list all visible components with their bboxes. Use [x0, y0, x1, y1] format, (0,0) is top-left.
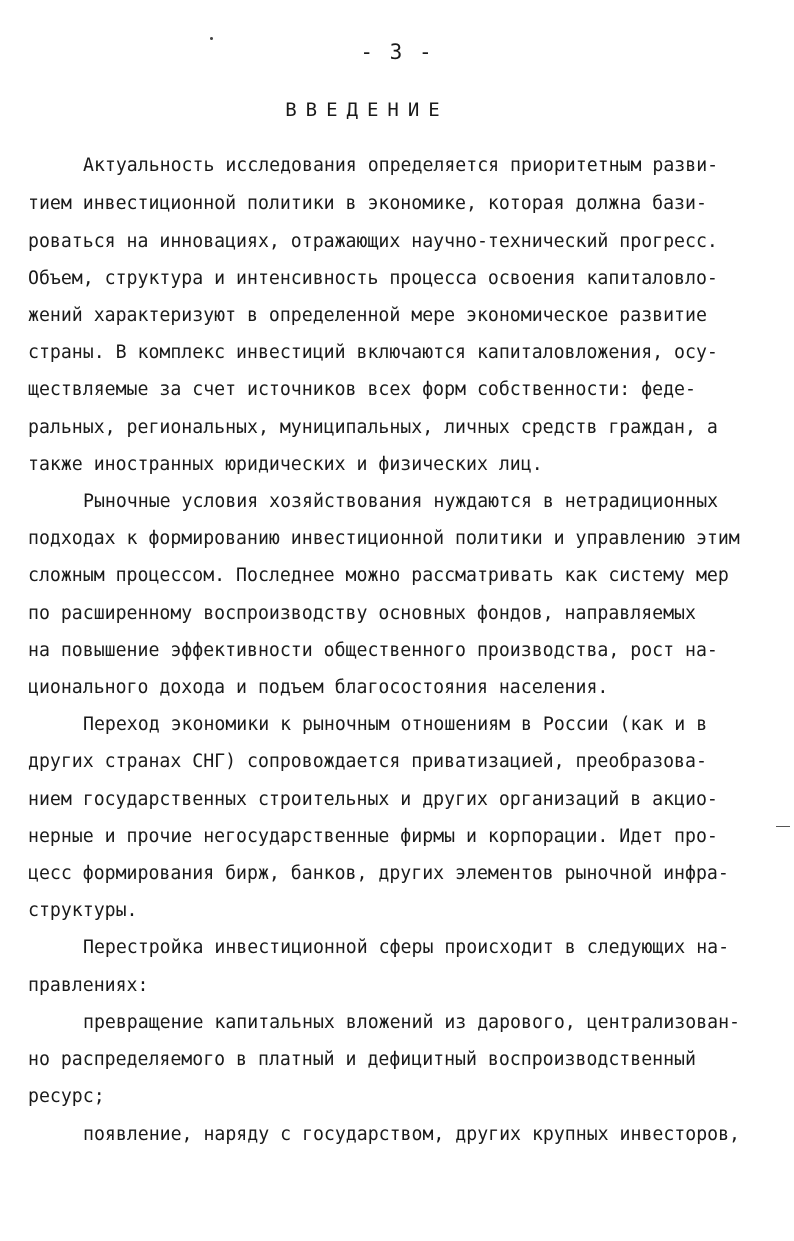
text-line: Актуальность исследования определяется приоритетным разви- [83, 155, 719, 176]
text-line: также иностранных юридических и физических лиц. [28, 454, 543, 475]
text-line: на повышение эффективности общественного производства, рост на- [28, 640, 718, 661]
text-line: ральных, региональных, муниципальных, личных средств граждан, а [28, 417, 718, 438]
text-line: появление, наряду с государством, других крупных инвесторов, [83, 1124, 740, 1145]
scan-speck [210, 37, 213, 40]
text-line: страны. В комплекс инвестиций включаются капиталовложения, осу- [28, 342, 718, 363]
text-line: других странах СНГ) сопровождается приватизацией, преобразова- [28, 751, 707, 772]
text-line: превращение капитальных вложений из дарового, централизован- [83, 1012, 740, 1033]
text-line: сложным процессом. Последнее можно рассматривать как систему мер [28, 565, 729, 586]
text-line: ресурс; [28, 1086, 105, 1107]
text-line: ционального дохода и подъем благосостояния населения. [28, 677, 609, 698]
page-number: - 3 - [360, 40, 434, 64]
text-line: но распределяемого в платный и дефицитный воспроизводственный [28, 1049, 696, 1070]
text-line: Перестройка инвестиционной сферы происходит в следующих на- [83, 937, 730, 958]
text-line: Переход экономики к рыночным отношениям в России (как и в [83, 714, 708, 735]
text-line: тием инвестиционной политики в экономике, которая должна бази- [28, 193, 707, 214]
text-line: нерные и прочие негосударственные фирмы и корпорации. Идет про- [28, 826, 718, 847]
text-line: Объем, структура и интенсивность процесса освоения капиталовло- [28, 268, 718, 289]
scan-edge-mark [776, 826, 790, 827]
text-line: структуры. [28, 900, 138, 921]
text-line: нием государственных строительных и других организаций в акцио- [28, 789, 718, 810]
text-line: цесс формирования бирж, банков, других элементов рыночной инфра- [28, 863, 729, 884]
text-line: по расширенному воспроизводству основных фондов, направляемых [28, 603, 696, 624]
text-line: подходах к формированию инвестиционной политики и управлению этим [28, 528, 740, 549]
text-line: жений характеризуют в определенной мере экономическое развитие [28, 305, 707, 326]
text-line: ществляемые за счет источников всех форм собственности: феде- [28, 379, 696, 400]
section-heading: ВВЕДЕНИЕ [285, 99, 449, 121]
text-line: Рыночные условия хозяйствования нуждаются в нетрадиционных [83, 491, 719, 512]
text-line: роваться на инновациях, отражающих научно-технический прогресс. [28, 231, 718, 252]
text-line: правлениях: [28, 975, 149, 996]
